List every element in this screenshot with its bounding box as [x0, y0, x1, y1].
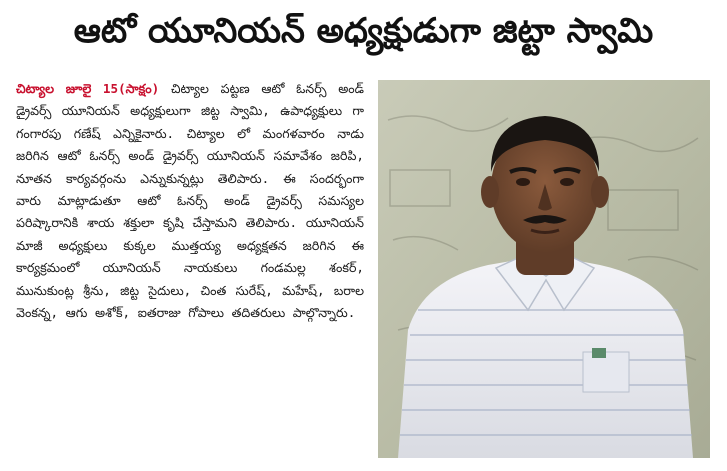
headline: ఆటో యూనియన్ అధ్యక్షుడుగా జిట్టా స్వామి [73, 11, 654, 51]
right-eye [560, 178, 574, 186]
portrait-illustration [378, 80, 710, 458]
article-paragraph [16, 78, 364, 324]
portrait-photo [378, 80, 710, 458]
pocket-item [592, 348, 606, 358]
left-eye [516, 178, 530, 186]
article-text: చిట్యాల పట్టణ ఆటో ఓనర్స్ అండ్ డ్రైవర్స్ యూనియన్ అధ్యక్షులుగా జిట్ట స్వామి, ఉపాధ్యక్షులు గా గంగారపు గణేష్ ఎన్నికైనారు. చిట్యాల లో మంగళవారం నాడు జరిగిన ఆటో ఓనర్స్ అండ్ డ్రైవర్స్ యూనియన్ సమావేశం జరిపి, నూతన కార్యవర్గంను ఎన్నుకున్నట్లు తెలిపారు. ఈ సందర్భంగా వారు మాట్లాడుతూ ఆటో ఓనర్స్ అండ్ డ్రైవర్స్ సమస్యల పరిష్కారానికి శాయ శక్తులా కృషి చేస్తామని తెలిపారు. యూనియన్ మాజీ అధ్యక్షులు కుక్కల ముత్తయ్య అధ్యక్షతన జరిగిన ఈ కార్యక్రమంలో యూనియన్ నాయకులు గండమల్ల శంకర్, మునుకుంట్ల శ్రీను, జిట్ట సైదులు, చింత సురేష్, మహేష్, బరాల వెంకన్న, ఆగు అశోక్, ఐతరాజు గోపాలు తదితరులు పాల్గొన్నారు. [16, 81, 364, 321]
left-ear [481, 176, 499, 208]
article-body [16, 78, 364, 458]
dateline: చిట్యాల జూలై 15(సాక్షం) [16, 81, 160, 96]
shirt [398, 258, 693, 458]
right-ear [591, 176, 609, 208]
